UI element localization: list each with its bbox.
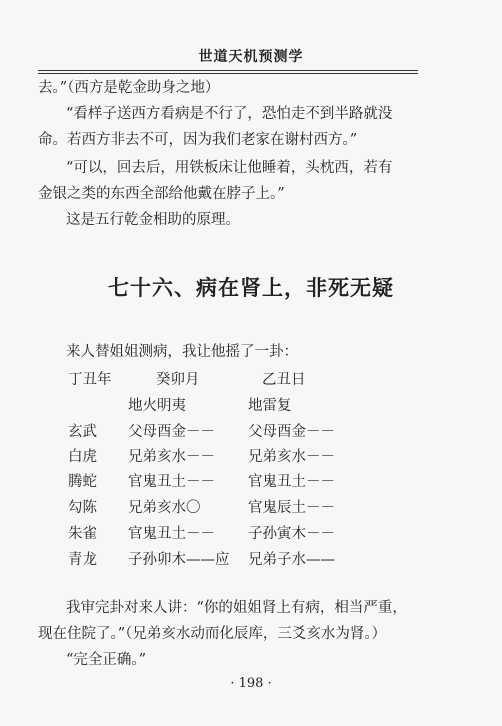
six-spirit-label: 白虎 <box>68 449 97 465</box>
paragraph-line: “看样子送西方看病是不行了，恐怕走不到半路就没 <box>66 106 393 122</box>
paragraph-line: “完全正确。” <box>66 652 147 668</box>
paragraph-line: 现在住院了。”（兄弟亥水动而化辰库，三爻亥水为肾。） <box>38 626 387 642</box>
changed-line: 兄弟子水—— <box>248 552 335 568</box>
intro-line: 来人替姐姐测病，我让他摇了一卦： <box>66 344 298 360</box>
six-spirit-label: 朱雀 <box>68 526 97 542</box>
running-header: 世道天机预测学 <box>198 49 304 65</box>
day-pillar: 乙丑日 <box>262 372 306 388</box>
six-spirit-label: 青龙 <box>68 552 97 568</box>
paragraph-line: 命。若西方非去不可，因为我们老家在谢村西方。” <box>38 132 358 148</box>
section-title: 七十六、病在肾上，非死无疑 <box>108 276 394 300</box>
changed-line: 兄弟亥水－－ <box>248 449 335 465</box>
paragraph-line: 金银之类的东西全部给他戴在脖子上。” <box>38 186 285 202</box>
year-pillar: 丁丑年 <box>68 372 112 388</box>
six-spirit-label: 勾陈 <box>68 500 97 516</box>
six-spirit-label: 玄武 <box>68 424 97 440</box>
month-pillar: 癸卯月 <box>156 372 200 388</box>
changed-line: 官鬼辰土－－ <box>248 500 335 516</box>
changed-line: 父母酉金－－ <box>248 424 335 440</box>
paragraph-line: 我审完卦对来人讲：“你的姐姐肾上有病，相当严重， <box>66 600 407 616</box>
page-number: · 198 · <box>230 676 272 691</box>
header-rule <box>38 70 418 71</box>
changed-line: 子孙寅木－－ <box>248 526 335 542</box>
main-line: 兄弟亥水〇 <box>128 500 201 516</box>
six-spirit-label: 腾蛇 <box>68 474 97 490</box>
main-line: 父母酉金－－ <box>128 424 215 440</box>
changed-line: 官鬼丑土－－ <box>248 474 335 490</box>
paragraph-line: 这是五行乾金相助的原理。 <box>66 212 240 228</box>
main-line: 官鬼丑土－－ <box>128 526 215 542</box>
main-line: 兄弟亥水－－ <box>128 449 215 465</box>
main-hexagram-name: 地火明夷 <box>128 398 186 414</box>
changed-hexagram-name: 地雷复 <box>248 398 292 414</box>
main-line: 官鬼丑土－－ <box>128 474 215 490</box>
paragraph-line: “可以，回去后，用铁板床让他睡着，头枕西，若有 <box>66 160 393 176</box>
header-rule <box>38 73 418 74</box>
main-line: 子孙卯木——应 <box>128 552 230 568</box>
paragraph-line: 去。”（西方是乾金助身之地） <box>38 80 220 96</box>
